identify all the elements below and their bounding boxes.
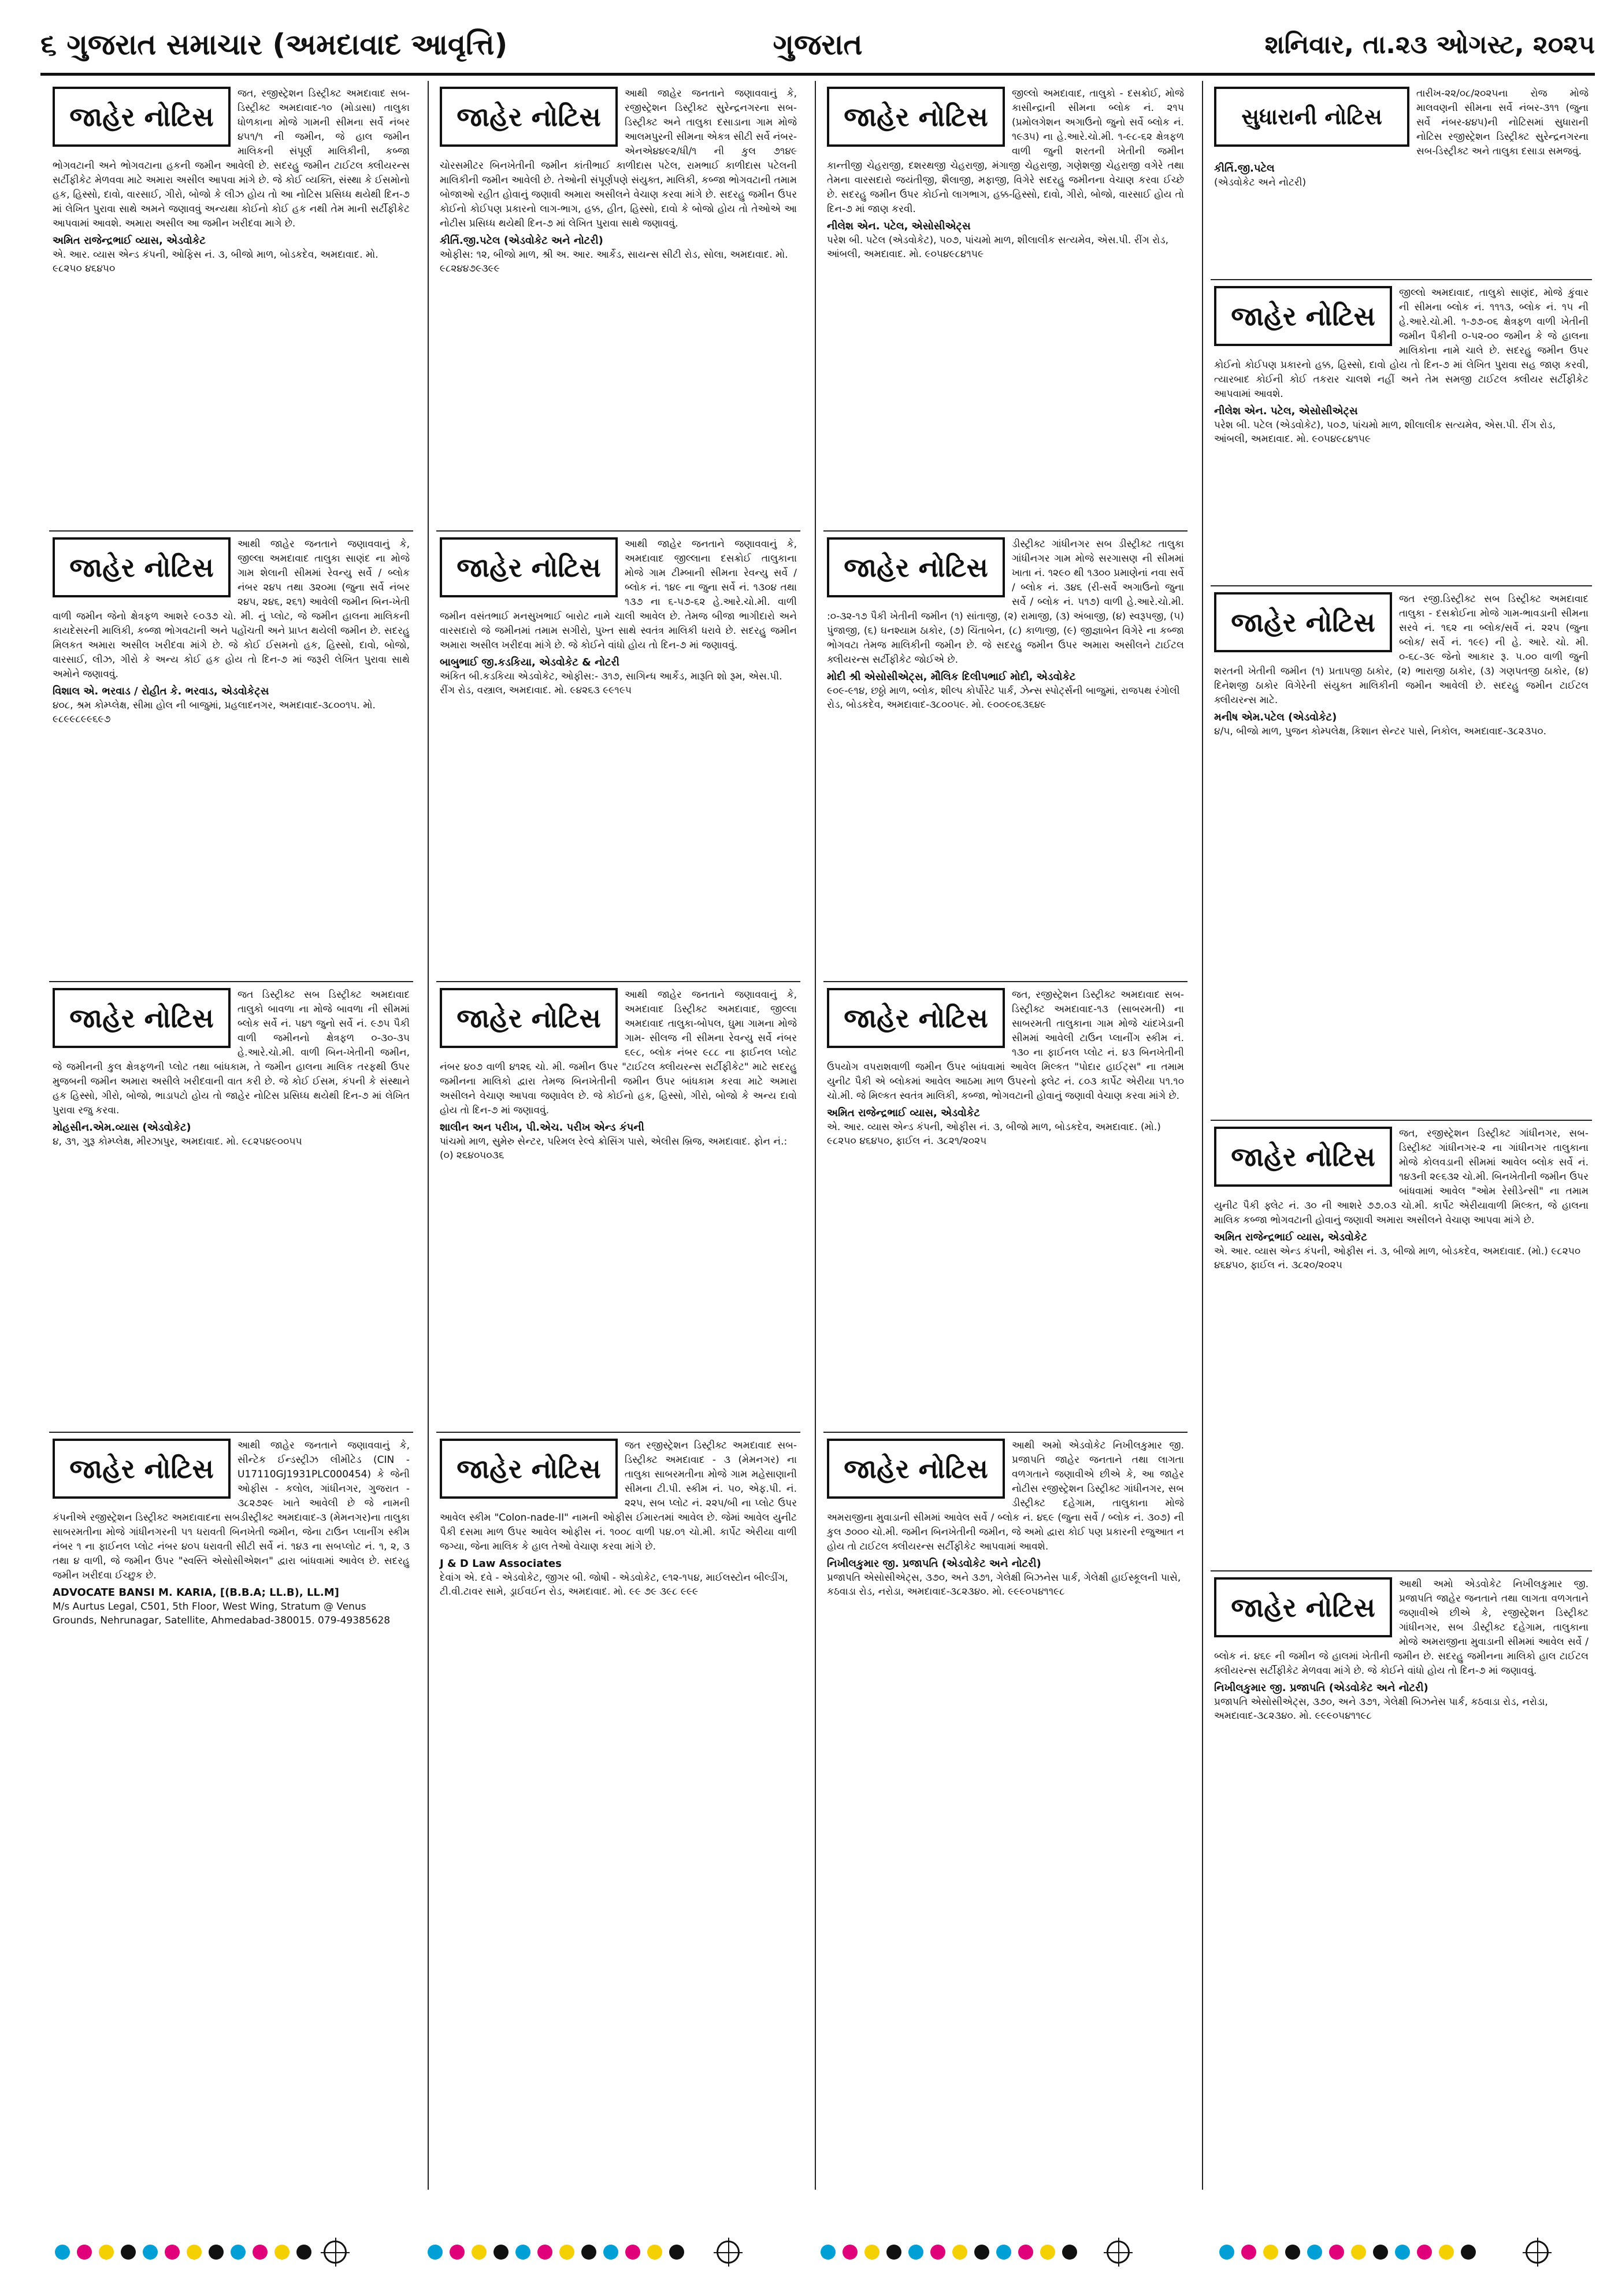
notice-body: આથી જાહેર જનતાને જણાવવાનું કે, જીલ્લા અમદાવાદ તાલુકા સાણંદ ના મોજે ગામ શેલાની સીમમાં રેવન્યુ સર્વે / બ્લોક નંબર ૨૪૫ તથા ૩૨૦મા (જુના સર્વે નંબર ૨૪૫, ૨૪૬, ૨૬૧) આવેલી જમીન બિન-ખેતી વાળી જમીન જેનો ક્ષેત્રફળ આશરે ૯૦૩૭ ચો. મી. નું પ્લોટ, જે જમીન હાલના માલિકની કાયદેસરની માલિકી, કબ્જા ભોગવટાની અને પહોંચતી અને પ્રાપ્ત થયેલી જમીન છે. સદરહુ મિલકત અમારા અસીલ ખરીદવા માંગે છે. જે કોઈ ઈસમનો હક, હિસ્સો, દાવો, બોજો, વારસાઈ, લીઝ, ગીરો કે અન્ય કોઈ હક હોય તો દિન-૭ માં જરૂરી લેખિત પુરાવા સાથે અમોને જણાવવું. [53,538,410,680]
registration-dot [1373,2245,1388,2260]
registration-mark [717,2241,740,2264]
registration-dot [187,2245,202,2260]
notice-body: આથી અમો એડવોકેટ નિખીલકુમાર જી. પ્રજાપતિ જાહેર જનતાને તથા લાગતા વળગતાને જણાવીએ છીએ કે, આ જાહેર નોટીસ રજીસ્ટ્રેશન ડિસ્ટ્રીક્ટ ગાંધીનગર, સબ ડીસ્ટ્રીક્ટ દહેગામ, તાલુકાના મોજે અમરાજીના મુવાડાની સીમમાં આવેલ સર્વે / બ્લોક નં. ૪૬૯ (જુના સર્વે / બ્લોક નં. ૩૦૭) ની કુલ ૭૦૦૦ ચો.મી. જમીન બિનખેતીની જમીન, જે અમો દ્વારા કોઈ પણ પ્રકારની રજુઆત ન હોય તો ટાઈટલ ક્લીયરન્સ સર્ટીફીકેટ આપવામાં આવશે. [827,1440,1184,1552]
notice-address: M/s Aurtus Legal, C501, 5th Floor, West Wing, Stratum @ Venus Grounds, Nehrunagar, Satellite, Ahmedabad-380015. 079-49385628 [53,1601,391,1626]
notice-body: આથી જાહેર જનતાને જણાવવાનું કે, અમદાવાદ જીલ્લાના દસક્રોઈ તાલુકાના મોજે ગામ ટીમ્બાની સીમના રેવન્યુ સર્વે / બ્લોક નં. ૧૪૯ ના જુના સર્વે નં. ૧૩૦૪ તથા ૧૩૭ ના ૬-૫૭-૬૨ હે.આરે.ચો.મી. વાળી જમીન વસંતભાઈ મનસુખભાઈ બારોટ નામે ચાલી આવેલ છે. તેમજ બીજા ભાગીદારો અને વારસદારો જે જમીનમાં તમામ સગીરો, પુખ્ત સાથે સ્વતંત્ર માલિકી ધરાવે છે. સદરહુ જમીન અમારા અસીલ ખરીદવા માંગે છે. જે કોઈને વાંધો હોય તો દિન-૭ માં જણાવવું. [440,538,797,651]
registration-dot [930,2245,945,2260]
notice-heading: જાહેર નોટિસ [827,87,1005,147]
notice-heading: જાહેર નોટિસ [1214,592,1392,652]
registration-dot [450,2245,465,2260]
notice-signature: શાલીન અન પરીખ, પી.એચ. પરીખ એન્ડ કંપની [440,1121,644,1134]
notice-signature: મોહસીન.એમ.વ્યાસ (એડવોકેટ) [53,1121,191,1134]
notice-signature: બાબુભાઈ જી.કડકિયા, એડવોકેટ & નોટરી [440,656,619,668]
registration-dot [1329,2245,1344,2260]
notice-signature: નિખીલકુમાર જી. પ્રજાપતિ (એડવોકેટ અને નોટરી) [827,1558,1041,1570]
notice-address: પરેશ બી. પટેલ (એડવોકેટ), ૫૦૭, પાંચમો માળ, શીલાલીક સત્યમેવ, એસ.પી. રીંગ રોડ, આંબલી, અમદાવાદ. મો. ૯૦૫૪૯૮૪૧૫૯ [827,235,1168,260]
public-notice [823,532,1187,982]
column-3 [823,81,1187,2190]
public-notice [49,532,413,982]
registration-dot [669,2245,684,2260]
notice-heading: સુધારાની નોટિસ [1214,87,1409,147]
public-notice [823,1433,1187,1883]
registration-dot [1241,2245,1256,2260]
column-rule [428,81,429,2190]
notice-address: પ્રજાપતિ એસોસીએટ્સ, ૩૭૦, અને ૩૭૧, ગેલેક્ષી બિઝનેસ પાર્ક, ગેલેક્ષી હાઈસ્કૂલની પાસે, કઠવાડા રોડ, નરોડા, અમદાવાદ-૩૮૨૩૪૦. મો. ૯૯૯૦૫૪૧૧૯૮ [827,1572,1181,1597]
notice-heading: જાહેર નોટિસ [53,988,231,1048]
public-notice [49,982,413,1433]
newspaper-title: ૬ ગુજરાત સમાચાર (અમદાવાદ આવૃત્તિ) [40,28,508,61]
public-notice [1211,1571,1592,2190]
registration-dot [1417,2245,1432,2260]
registration-dot [821,2245,836,2260]
column-2 [436,81,800,2190]
notice-address: ૪, ૩૧, ગુરૂ કોમ્પ્લેક્ષ, મીરઝાપુર, અમદાવાદ. મો. ૯૮૨૫૪૯૦૦૫૫ [53,1136,302,1147]
notice-body: જત રજી.ડિસ્ટ્રીક્ટ સબ ડિસ્ટ્રીક્ટ અમદાવાદ તાલુકા - દસક્રોઈના મોજે ગામ-ભાવડાની સીમના સરવે નં. ૧૬૨ ના બ્લોક/સર્વે નં. ૨૨૫ (જુના બ્લોક/ સર્વે નં. ૧૯૯) ની હે. આરે. ચો. મી. ૦-૬૮-૩૯ જેનો આકાર રૂ. ૫.૦૦ વાળી જુની શરતની ખેતીની જમીન (૧) પ્રતાપજી ઠાકોર, (૨) ભારાજી ઠાકોર, (૩) ગણપતજી ઠાકોર, (૪) દિનેશજી ઠાકોર વિગેરેની સંયુક્ત માલિકીની જમીન આવેલી છે. સદરહુ જમીન ટાઈટલ ક્લીયરન્સ માટે. [1214,593,1589,706]
notice-signature: નિખીલકુમાર જી. પ્રજાપતિ (એડવોકેટ અને નોટરી) [1214,1682,1428,1694]
registration-dot [581,2245,596,2260]
public-notice [823,982,1187,1433]
registration-dot [1439,2245,1454,2260]
masthead [40,23,1595,76]
registration-dot [1040,2245,1055,2260]
notice-address: પાંચમો માળ, સુમેરુ સેન્ટર, પરિમલ રેલ્વે ક્રોસિંગ પાસે, એલીસ બ્રિજ, અમદાવાદ. ફોન નં.: (૦) ૨૬૪૦૫૦૩૬ [440,1136,788,1161]
notice-heading: જાહેર નોટિસ [440,87,618,147]
section-title: ગુજરાત [773,28,863,61]
registration-dot [428,2245,443,2260]
registration-dot [143,2245,158,2260]
notice-heading: જાહેર નોટિસ [827,537,1005,597]
registration-dot [55,2245,70,2260]
registration-mark [1107,2241,1130,2264]
notice-address: દેવાંગ એ. દવે - એડવોકેટ, જીગર બી. જોષી - એડવોકેટ, ૯૧૨-૧૫૪, માઈલસ્ટોન બીલ્ડીંગ, ટી.વી.ટાવર સામે, ડ્રાઈવઈન રોડ, અમદાવાદ. મો. ૯૯ ૭૯ ૩૯૮ ૯૯૯ [440,1572,788,1597]
notice-address: ઓફીસ: ૧૨, બીજો માળ, શ્રી અ. આર. આર્કેડ, સાયન્સ સીટી રોડ, સોલા, અમદાવાદ. મો. ૯૮૨૪૪૭૯૩૯૯ [440,249,788,274]
registration-dot [231,2245,246,2260]
registration-dot [493,2245,509,2260]
notice-signature: નીલેશ એન. પટેલ, એસોસીએટ્સ [1214,405,1358,417]
correction-notice [1211,81,1592,280]
notice-signature: કીર્તિ.જી.પટેલ [1214,162,1275,174]
notice-body: જત, રજીસ્ટ્રેશન ડિસ્ટ્રીક્ટ ગાંધીનગર, સબ-ડિસ્ટ્રીક્ટ ગાંધીનગર-૨ ના ગાંધીનગર તાલુકાના મોજે કોલવડાની સીમમાં આવેલ બ્લોક સર્વે નં. ૧૪૩ની ૨૯૬૩૨ ચો.મી. બિનખેતીની જમીન ઉપર બાંધવામાં આવેલ "ઓમ રેસીડેન્સી" ના તમામ યુનીટ પૈકી ફ્લેટ નં. ૩૦ ની આશરે ૭૭.૦૩ ચો.મી. કાર્પેટ એરીયાવાળી મિલ્કત, જે હાલના માલિક કબ્જા ભોગવટાની હોવાનું જણાવી અમારા અસીલને વેચાણ આપવા માંગે છે. [1214,1128,1589,1226]
public-notice [823,81,1187,532]
public-notice [1211,280,1592,586]
column-4 [1211,81,1592,2190]
public-notice [1211,1121,1592,1571]
notice-address: એ. આર. વ્યાસ એન્ડ કંપની, ઓફીસ નં. ૩, બીજો માળ, બોડકદેવ, અમદાવાદ. (મો.) ૯૮૨૫૦ ૪૬૪૫૦, ફાઈલ નં. ૩૮૨૧/૨૦૨૫ [827,1121,1161,1147]
notice-body: જત ડિસ્ટ્રીક્ટ સબ ડિસ્ટ્રીક્ટ અમદાવાદ તાલુકો બાવળા ના મોજે બાવળા ની સીમમાં બ્લોક સર્વે નં. ૫૪૧ જુનો સર્વે નં. ૯૭૫ પૈકી વાળી જમીનનો ક્ષેત્રફળ ૦-૩૦-૩૫ હે.આરે.ચો.મી. વાળી બિન-ખેતીની જમીન, જે જમીનની કુલ ક્ષેત્રફળની પ્લોટ તથા બાંધકામ, તે જમીન હાલના માલિક તરફથી ઉપર મુજબની જમીન અમારા અસીલે ખરીદવાની વાત કરી છે. જે કોઈ ઈસમ, કંપની કે સંસ્થાને હક હિસ્સો, ગીરો, બોજો, ભાડાપટો હોય તો જાહેર નોટિસ પ્રસિધ્ધ થયેથી દિન-૭ માં લેખિત પુરાવા રજુ કરવા. [53,989,410,1116]
notice-heading: જાહેર નોટિસ [53,1439,231,1499]
registration-dot [1285,2245,1300,2260]
notice-signature: અમિત રાજેન્દ્રભાઈ વ્યાસ, એડવોકેટ [53,235,206,247]
notice-body: ડીસ્ટ્રીક્ટ ગાંધીનગર સબ ડીસ્ટ્રીક્ટ તાલુકા ગાંધીનગર ગામ મોજે સરગાસણ ની સીમમાં ખાતા નં. ૧૨૯૦ થી ૧૩૦૦ પ્રમાણેનાં નવા સર્વે / બ્લોક નં. ૩૪૬ (રી-સર્વે અગાઉનો જુના સર્વે / બ્લોક નં. ૫૧૭) વાળી હે.આરે.ચો.મી. :૦-૩૨-૧૭ પૈકી ખેતીની જમીન (૧) સાંતાજી, (૨) રામાજી, (૩) અંબાજી, (૪) સ્વરૂપજી, (૫) પુંજાજી, (૬) ઘનશ્યામ ઠાકોર, (૭) ચિંતાબેન, (૮) કાળાજી, (૯) જીજ્ઞાબેન વિગેરે ના કબ્જા ભોગવટા તેમજ માલિકીની જમીન છે. જે સદરહુ જમીન ઉપર અમારા અસીલને ટાઈટલ ક્લીયરન્સ સર્ટીફીકેટ જોઈએ છે. [827,538,1184,666]
registration-dot [209,2245,224,2260]
registration-dot [1219,2245,1234,2260]
notice-heading: જાહેર નોટિસ [440,988,618,1048]
registration-dot [472,2245,487,2260]
notice-signature: મોદી શ્રી એસોસીએટ્સ, મૌલિક દિલીપભાઈ મોદી, એડવોકેટ [827,671,1076,683]
notice-heading: જાહેર નોટિસ [53,87,231,147]
notice-body: આથી જાહેર જનતાને જણાવવાનું કે, રજીસ્ટ્રેશન ડિસ્ટ્રીક્ટ સુરેન્દ્રનગરના સબ-ડિસ્ટ્રીક્ટ અને તાલુકા દસાડાના ગામ મોજે આલમપુરની સીમના એકત્ર સીટી સર્વે નંબર-એનએ૪૪૯૨/ધી/૧ ની કુલ ૭૧૪૯ ચોરસમીટર બિનખેતીની જમીન કાંતીભાઈ કાળીદાસ પટેલ, રામભાઈ કાળીદાસ પટેલની માલિકીની જમીન આવેલી છે. તેઓની સંપૂર્ણપણે સંયુક્ત, માલિકી, કબ્જા ભોગવટાની તમામ બોજાઓ રહીત હોવાનું જણાવી અમારા અસીલને વેચાણ કરવા માંગે છે. સદરહુ જમીન ઉપર કોઈનો કોઈપણ પ્રકારનો લાગ-ભાગ, હક્ક, હીત, હિસ્સો, દાવો કે બોજો હોય તો તેઓએ આ નોટીસ પ્રસિધ્ધ થયેથી દિન-૭ માં લેખિત પુરાવા સાથે જણાવવું. [440,88,797,229]
notice-heading: જાહેર નોટિસ [440,537,618,597]
notice-body: આથી જાહેર જનતાને જણાવવાનું કે, અમદાવાદ ડિસ્ટ્રીક્ટ અમદાવાદ, જીલ્લા અમદાવાદ તાલુકા-બોપલ, ઘુમા ગામના મોજે ગામ- સીલજ ની સીમના રેવન્યુ સર્વે નંબર ૬૯૮, બ્લોક નંબર ૯૮૮ ના ફાઈનલ પ્લોટ નંબર ૪૦૭ વાળી ૪૧૨૬ ચો. મી. જમીન ઉપર "ટાઈટલ ક્લીયરન્સ સર્ટીફીકેટ" માટે સદરહુ જમીનના માલિકો દ્વારા તેમજ બિનખેતીની જમીન ઉપર બાંધકામ કરવા માટે અમારા અસીલને વેચાણ આપવા જણાવેલ છે. જે કોઈનો હક, હિસ્સો, ગીરો, બોજો કે અન્ય દાવો હોય તો દિન-૭ માં જણાવવું. [440,989,797,1116]
notice-body: જત, રજીસ્ટ્રેશન ડિસ્ટ્રીક્ટ અમદાવાદ સબ-ડિસ્ટ્રીક્ટ અમદાવાદ-૧૦ (મોડાસા) તાલુકા ધોળકાના મોજે ગામની સીમના સર્વે નંબર ૪૫૧/૧ ની જમીન, જે હાલ જમીન માલિકની સંપૂર્ણ માલિકીની, કબ્જા ભોગવટાની અને ભોગવટાના હકની જમીન આવેલી છે. સદરહુ જમીન ટાઈટલ ક્લીયરન્સ સર્ટીફીકેટ મેળવવા માટે અમારા અસીલ આપવા માંગે છે. જે કોઈ વ્યક્તિ, સંસ્થા કે ઈસમોનો હક, હિસ્સો, દાવો, વારસાઈ, ગીરો, બોજો કે લીઝ હોય તો આ નોટિસ પ્રસિધ્ધ થયેથી દિન-૭ માં લેખિત પુરાવા સાથે અમને જણાવવું અન્યથા કોઈનો કોઈ હક નથી તેમ માની સર્ટીફીકેટ આપવામાં આવશે. અમારા અસીલ આ જમીન ખરીદવા માગે છે. [53,88,410,229]
registration-dot [537,2245,552,2260]
registration-mark [324,2241,347,2264]
public-notice [49,1433,413,1883]
notice-heading: જાહેર નોટિસ [53,537,231,597]
registration-dot [253,2245,268,2260]
registration-dot [1461,2245,1476,2260]
notice-heading: જાહેર નોટિસ [827,988,1005,1048]
registration-dot [296,2245,311,2260]
notice-address: પ્રજાપતિ એસોસીએટ્સ, ૩૭૦, અને ૩૭૧, ગેલેક્ષી બિઝનેસ પાર્ક, કઠવાડા રોડ, નરોડા, અમદાવાદ-૩૮૨૩૪૦. મો. ૯૯૯૦૫૪૧૧૯૮ [1214,1696,1548,1722]
notice-signature: અમિત રાજેન્દ્રભાઈ વ્યાસ, એડવોકેટ [827,1107,980,1119]
notice-address: પરેશ બી. પટેલ (એડવોકેટ), ૫૦૭, પાંચમો માળ, શીલાલીક સત્યમેવ, એસ.પી. રીંગ રોડ, આંબલી, અમદાવાદ. મો. ૯૦૫૪૯૮૪૧૫૯ [1214,419,1556,445]
public-notice [436,81,800,532]
notice-signature: નીલેશ એન. પટેલ, એસોસીએટ્સ [827,220,971,232]
notice-body: જીલ્લો અમદાવાદ, તાલુકો સાણંદ, મોજે કુંવાર ની સીમના બ્લોક નં. ૧૧૧૩, બ્લોક નં. ૧૫ ની હે.આરે.ચો.મી. ૧-૭૭-૦૬ ક્ષેત્રફળ વાળી ખેતીની જમીન પૈકીની ૦-૫૨-૦૦ જમીન કે જે હાલના માલિકોના નામે ચાલે છે. સદરહુ જમીન ઉપર કોઈનો કોઈપણ પ્રકારનો હક્ક, હિસ્સો, દાવો હોય તો દિન-૭ માં લેખિત પુરાવા સહ જાણ કરવી, ત્યારબાદ કોઈની કોઈ તકરાર ચાલશે નહીં અને તેમ સમજી ટાઈટલ ક્લીયર સર્ટીફીકેટ આપવામાં આવશે. [1214,287,1589,400]
notice-body: તારીખ-૨૨/૦૮/૨૦૨૫ના રોજ મોજે માલવણની સીમના સર્વે નંબર-૩૧૧ (જુના સર્વે નંબર-૪૪૫)ની નોટિસમાં સુધારાની નોટિસ રજીસ્ટ્રેશન ડિસ્ટ્રીક્ટ સુરેન્દ્રનગરના સબ-ડિસ્ટ્રીક્ટ અને તાલુકા દસાડા સમજવું. [1416,88,1589,157]
registration-dot [1062,2245,1077,2260]
registration-dot [515,2245,530,2260]
notice-signature: ADVOCATE BANSI M. KARIA, [(B.B.A; LL.B), LL.M] [53,1587,339,1599]
notice-address: ૯૦૯-૯૧૪, છઠ્ઠો માળ, બ્લોક, શીલ્પ કોર્પોરેટ પાર્ક, ઝેન્સ સ્પોર્ટ્સની બાજુમાં, રાજપથ રંગોલી રોડ, બોડકદેવ, અમદાવાદ-૩૮૦૦૫૯. મો. ૯૦૦૯૦૬૩૬૪૯ [827,685,1180,711]
column-rule [815,81,816,2190]
registration-dot [121,2245,136,2260]
notice-heading: જાહેર નોટિસ [827,1439,1005,1499]
notice-signature: J & D Law Associates [440,1558,562,1570]
public-notice [436,982,800,1433]
notice-signature: કીર્તિ.જી.પટેલ (એડવોકેટ અને નોટરી) [440,235,603,247]
notice-heading: જાહેર નોટિસ [1214,1577,1392,1637]
notice-address: અંકિત બી.કડકિયા એડવોકેટ, ઓફીસ:- ૩૧૭, સાગિન્ધ આર્કેડ, મારૂતિ શો રૂમ, એસ.પી. રીંગ રોડ, વસ્ત્રાલ, અમદાવાદ. મો. ૯૪૨૬૩ ૯૯૧૯૫ [440,671,782,696]
registration-dot [1351,2245,1366,2260]
notice-address: ૪૦૮, શ્રમ કોમ્પ્લેક્ષ, સીમા હોલ ની બાજુમાં, પ્રહલાદનગર, અમદાવાદ-૩૮૦૦૧૫. મો. ૯૮૯૯૮૯૯૬૯૭ [53,700,376,725]
notice-address: ૪/૫, બીજો માળ, પુજન કોમ્પલેક્ષ, કિશાન સેન્ટર પાસે, નિકોલ, અમદાવાદ-૩૮૨૩૫૦. [1214,726,1547,737]
notice-body: જત રજીસ્ટ્રેશન ડિસ્ટ્રીક્ટ અમદાવાદ સબ-ડિસ્ટ્રીક્ટ અમદાવાદ - ૩ (મેમનગર) ના તાલુકા સાબરમતીના મોજે ગામ મહેસાણાની સીમના ટી.પી. સ્કીમ નં. ૫૦, એફ.પી. નં. ૨૨૫, સબ પ્લોટ નં. ૨૨૫/બી ના પ્લોટ ઉપર આવેલ સ્કીમ "Colon-nade-II" નામની ઓફીસ ઈમારતમાં આવેલ છે. જેમાં આવેલ યુનીટ પૈકી દસમા માળ ઉપર આવેલ ઓફીસ નં. ૧૦૦૮ વાળી ૫૪.૦૧ ચો.મી. કાર્પેટ એરીયા વાળી જગ્યા, જેના માલિક કે હાલ તેઓ વેચાણ કરવા માંગે છે. [440,1440,797,1552]
registration-mark [1526,2241,1549,2264]
registration-dot [996,2245,1011,2260]
notice-address: એ. આર. વ્યાસ એન્ડ કંપની, ઓફીસ નં. ૩, બીજો માળ, બોડકદેવ, અમદાવાદ. (મો.) ૯૮૨૫૦ ૪૬૪૫૦, ફાઈલ નં. ૩૮૨૦/૨૦૨૫ [1214,1246,1581,1271]
registration-dot [1395,2245,1410,2260]
registration-dot [647,2245,662,2260]
registration-dot [559,2245,574,2260]
registration-dot [603,2245,618,2260]
registration-dot [1018,2245,1033,2260]
registration-dot [1263,2245,1278,2260]
notice-heading: જાહેર નોટિસ [1214,286,1392,346]
notice-body: આથી જાહેર જનતાને જણાવવાનું કે, સીન્ટેક ઈન્ડસ્ટ્રીઝ લીમીટેડ (CIN - U17110GJ1931PLC000454) કે જેની ઓફીસ - કલોલ, ગાંધીનગર, ગુજરાત - ૩૮૨૭૨૯ ખાતે આવેલી છે જે નામની કંપનીએ રજીસ્ટ્રેશન ડિસ્ટ્રીક્ટ અમદાવાદના સબડીસ્ટ્રીક્ટ અમદાવાદ-૩ (મેમનગર)ના તાલુકા સાબરમતીના મોજે ગાંધીનગરની ૫૧ ધરાવતી બિનખેતી જમીન, જેના ટાઉન પ્લાનીંગ સ્કીમ નંબર ૧ ના ફાઈનલ પ્લોટ નંબર ૪૦૫ ધરાવતી સીટી સર્વે નં. ૧૪૩ ના સબપ્લોટ નં. ૧, ૨, ૩ તથા ૪ વાળી, જે જમીન ઉપર "સ્વસ્તિ એસોસીએશન" દ્વારા બાંધવામાં આવેલ છે. સદરહુ જમીન ખરીદવા ઈચ્છુક છે. [53,1440,410,1581]
public-notice [49,81,413,532]
notice-address: (એડવોકેટ અને નોટરી) [1214,177,1307,188]
registration-dot [974,2245,989,2260]
public-notice [1211,586,1592,1121]
notice-heading: જાહેર નોટિસ [440,1439,618,1499]
notice-body: જત, રજીસ્ટ્રેશન ડિસ્ટ્રીક્ટ અમદાવાદ સબ-ડિસ્ટ્રીક્ટ અમદાવાદ-૧૩ (સાબરમતી) ના સાબરમતી તાલુકાના ગામ મોજે ચાંદખેડાની સીમમાં આવેલી ટાઉન પ્લાનીંગ સ્કીમ નં. ૧૩૦ ના ફાઈનલ પ્લોટ નં. ૪૩ બિનખેતીની ઉપયોગ વપરાશવાળી જમીન ઉપર બાંધવામાં આવેલ મિલ્કત "પોદાર હાઈટ્સ" ના તમામ યુનીટ પૈકી એ બ્લોકમાં આવેલ આઠમા માળ ઉપરનો ફ્લેટ નં. ૮૦૩ કાર્પેટ એરીયા ૫૧.૧૦ ચો.મી. જે મિલ્કત સ્વતંત્ર માલિકી, કબ્જા, ભોગવટાની હોવાનું જણાવી વેચાણ કરવા માંગે છે. [827,989,1184,1102]
registration-dot [1307,2245,1322,2260]
registration-dot [99,2245,114,2260]
registration-dot [165,2245,180,2260]
notice-address: એ. આર. વ્યાસ એન્ડ કંપની, ઓફિસ નં. ૩, બીજો માળ, બોડકદેવ, અમદાવાદ. મો. ૯૮૨૫૦ ૪૬૪૫૦ [53,249,378,274]
registration-dot [625,2245,640,2260]
registration-dot [843,2245,858,2260]
column-1 [49,81,413,2190]
notice-signature: વિશાલ એ. ભરવાડ / રોહીત કે. ભરવાડ, એડવોકેટ્સ [53,685,269,697]
public-notice [436,1433,800,1883]
registration-dot [908,2245,923,2260]
registration-dot [886,2245,901,2260]
registration-dot [274,2245,290,2260]
notice-heading: જાહેર નોટિસ [1214,1127,1392,1187]
registration-dot [864,2245,879,2260]
registration-dot [952,2245,967,2260]
public-notice [436,532,800,982]
notice-body: આથી અમો એડવોકેટ નિખીલકુમાર જી. પ્રજાપતિ જાહેર જનતાને તથા લાગતા વળગતાને જણાવીએ છીએ કે, રજીસ્ટ્રેશન ડિસ્ટ્રીક્ટ ગાંધીનગર, સબ ડીસ્ટ્રીક્ટ દહેગામ, તાલુકાના મોજે અમરાજીના મુવાડાની સીમમાં આવેલ સર્વે / બ્લોક નં. ૪૬૯ ની જમીન જે હાલમાં ખેતીની જમીન છે. સદરહુ જમીનના માલિકો હાલ ટાઈટલ ક્લીયરન્સ સર્ટીફીકેટ મેળવવા માંગે છે. જે કોઈને વાંધો હોય તો દિન-૭ માં જણાવવું. [1214,1578,1589,1677]
issue-date: શનિવાર, તા.૨૩ ઓગસ્ટ, ૨૦૨૫ [1264,30,1595,60]
notice-signature: મનીષ એમ.પટેલ (એડવોકેટ) [1214,711,1337,723]
notice-body: જીલ્લો અમદાવાદ, તાલુકો - દસક્રોઈ, મોજે કાસીન્દ્રાની સીમના બ્લોક નં. ૨૧૫ (પ્રમોલગેશન અગાઉનો જુનો સર્વે બ્લોક નં. ૧૯૩૫) ના હે.આરે.ચો.મી. ૧-૯૮-૬૨ ક્ષેત્રફળ વાળી જુની શરતની ખેતીની જમીન કાન્તીજી ચેહરાજી, દશરથજી ચેહરાજી, મંગાજી ચેહરાજી, ગણેશજી ચેહરાજી વગેરે તથા તેમના વારસદારો જયંતીજી, શૈલાજી, મફાજી, વિગેરે સદરહુ જમીનના વેચાણ કરવા ઈચ્છે છે. સદરહુ જમીન ઉપર કોઈનો લાગભાગ, હક્ક-હિસ્સો, દાવો, ગીરો, બોજો, વારસાઈ હોય તો દિન-૭ માં જાણ કરવી. [827,88,1184,215]
column-rule [1202,81,1203,2190]
notice-signature: અમિત રાજેન્દ્રભાઈ વ્યાસ, એડવોકેટ [1214,1231,1367,1243]
registration-dot [77,2245,92,2260]
